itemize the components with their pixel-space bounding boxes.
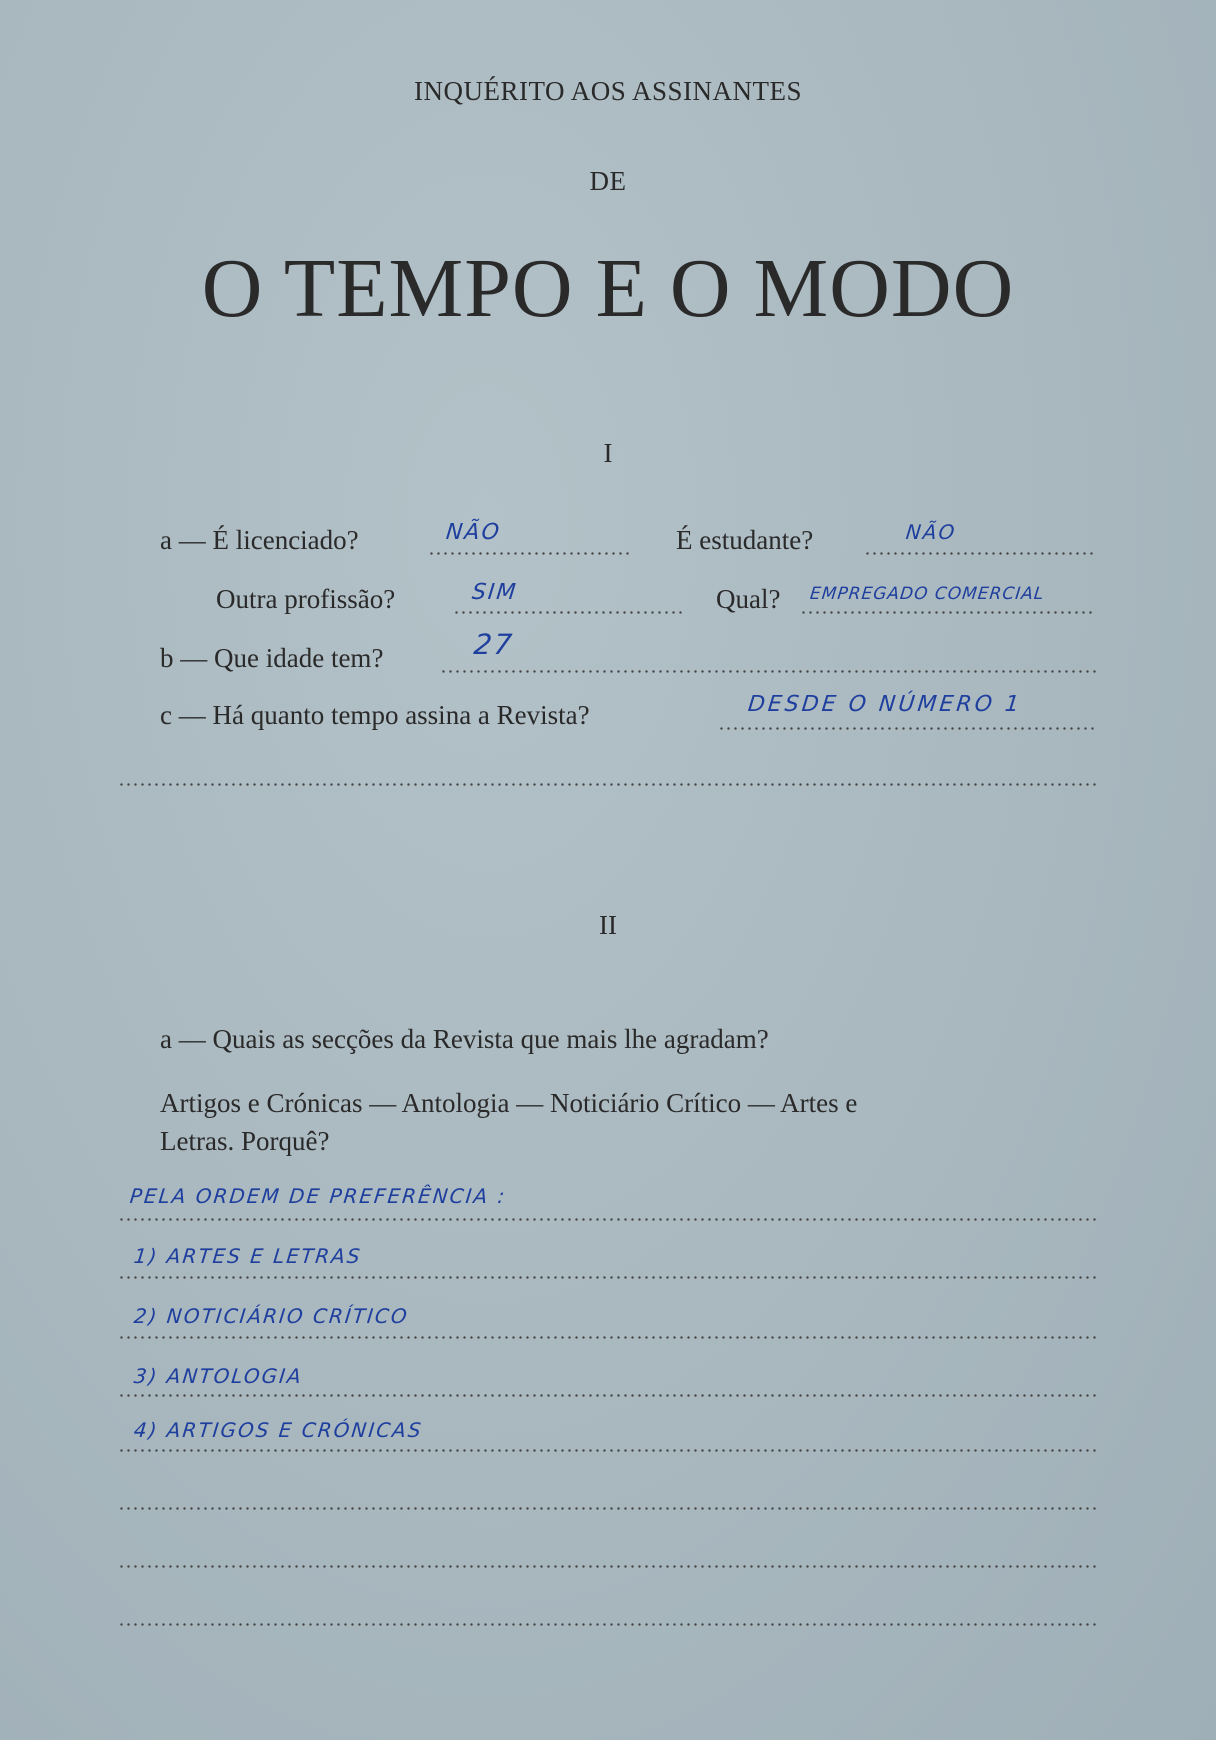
answer-line — [118, 1276, 1096, 1279]
answer-line — [118, 1394, 1096, 1397]
answer-preference-3[interactable]: 3) ANTOLOGIA — [132, 1364, 305, 1388]
answer-profession[interactable]: SIM — [470, 580, 519, 605]
answer-subscription[interactable]: DESDE O NÚMERO 1 — [746, 692, 1024, 717]
answer-line — [118, 1218, 1096, 1221]
answer-student[interactable]: NÃO — [904, 520, 958, 544]
answer-preference-heading[interactable]: PELA ORDEM DE PREFERÊNCIA : — [128, 1184, 508, 1208]
survey-connector: DE — [589, 166, 627, 196]
answer-line — [453, 611, 685, 614]
section-2-numeral: II — [599, 910, 617, 940]
answer-line — [118, 783, 1096, 786]
answer-line — [864, 552, 1096, 555]
answer-licensed[interactable]: NÃO — [444, 520, 503, 545]
answer-line[interactable] — [118, 1507, 1096, 1510]
section-options-line-1: Artigos e Crónicas — Antologia — Noticiário Crítico — Artes e — [160, 1088, 858, 1118]
answer-line — [718, 727, 1096, 730]
answer-line — [800, 611, 1096, 614]
question-age-label: b — Que idade tem? — [160, 643, 384, 673]
answer-preference-2[interactable]: 2) NOTICIÁRIO CRÍTICO — [132, 1304, 410, 1328]
answer-line — [118, 1336, 1096, 1339]
question-sections-label: a — Quais as secções da Revista que mais lhe agradam? — [160, 1024, 769, 1054]
answer-line — [440, 670, 1096, 673]
section-1-numeral: I — [603, 438, 613, 468]
answer-line[interactable] — [118, 1623, 1096, 1626]
magazine-title: O TEMPO E O MODO — [201, 242, 1015, 335]
answer-which[interactable]: EMPREGADO COMERCIAL — [808, 584, 1046, 604]
section-options — [160, 1084, 1100, 1160]
answer-line — [428, 552, 633, 555]
answer-age[interactable]: 27 — [472, 628, 516, 661]
survey-subtitle: INQUÉRITO AOS ASSINANTES — [413, 76, 803, 106]
question-student-label: É estudante? — [676, 525, 814, 555]
answer-line[interactable] — [118, 1565, 1096, 1568]
answer-line — [118, 1449, 1096, 1452]
question-which-label: Qual? — [716, 584, 781, 614]
section-options-line-2: Letras. Porquê? — [160, 1126, 330, 1156]
answer-preference-4[interactable]: 4) ARTIGOS E CRÓNICAS — [132, 1418, 424, 1442]
question-profession-label: Outra profissão? — [216, 584, 396, 614]
question-licensed-label: a — É licenciado? — [160, 525, 359, 555]
question-subscription-label: c — Há quanto tempo assina a Revista? — [160, 700, 590, 730]
answer-preference-1[interactable]: 1) ARTES E LETRAS — [132, 1244, 363, 1268]
